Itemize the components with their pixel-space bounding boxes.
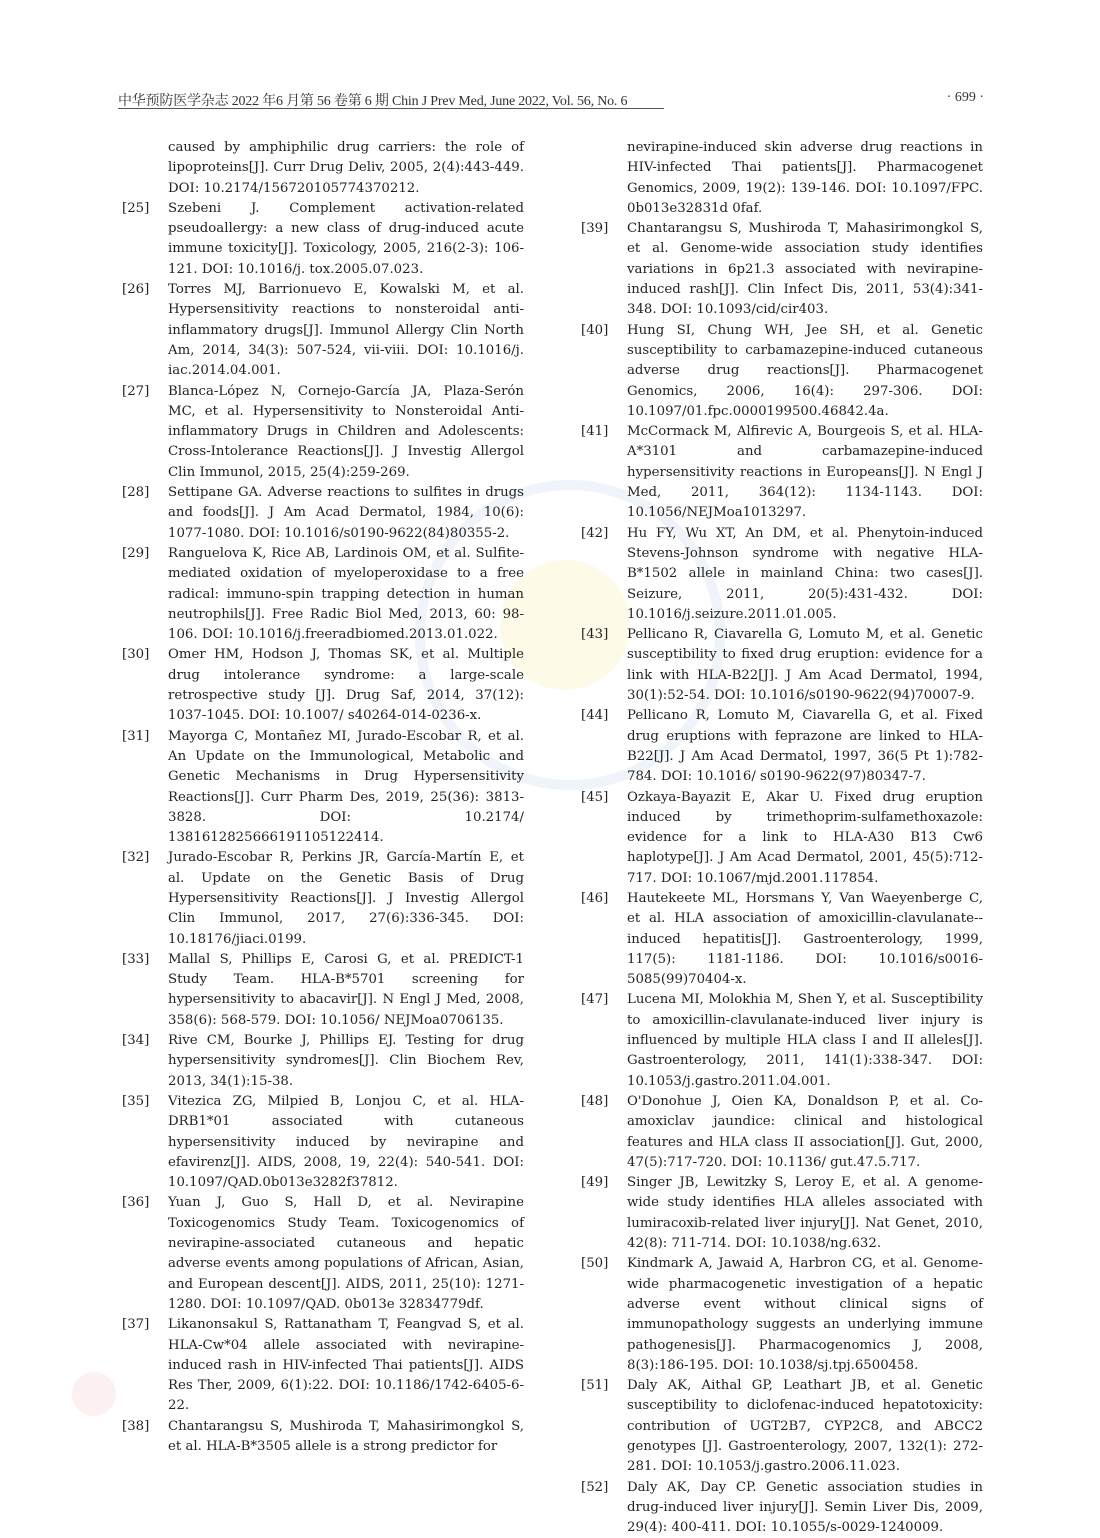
reference-number: [39]	[581, 221, 609, 237]
reference-number: [45]	[581, 789, 609, 805]
reference-item	[581, 1092, 996, 1173]
reference-number: [43]	[581, 627, 609, 643]
page-number: · 699 ·	[946, 90, 984, 105]
reference-text: Hung SI, Chung WH, Jee SH, et al. Genetic susceptibility to carbamazepine-induced cutaneous adverse drug reactions[J]. Pharmacogenet Genomics, 2006, 16(4): 297-306. DOI: 10.1097/01.fpc.0000199500.46842.4a.	[627, 322, 983, 419]
reference-number: [48]	[581, 1093, 609, 1109]
reference-item	[581, 889, 996, 990]
reference-number: [49]	[581, 1175, 609, 1191]
reference-text: Mallal S, Phillips E, Carosi G, et al. PREDICT-1 Study Team. HLA-B*5701 screening for hypersensitivity to abacavir[J]. N Engl J Med, 2008, 358(6): 568-579. DOI: 10.1056/ NEJMoa0706135.	[168, 951, 524, 1028]
reference-text: Ranguelova K, Rice AB, Lardinois OM, et al. Sulfite-mediated oxidation of myeloperoxidase to a free radical: immuno-spin trapping detection in human neutrophils[J]. Free Radic Biol Med, 2013, 60: 98-106. DOI: 10.1016/j.freeradbiomed.2013.01.022.	[168, 545, 524, 643]
reference-number: [51]	[581, 1378, 609, 1394]
reference-item	[581, 219, 996, 320]
reference-item	[581, 1254, 996, 1376]
reference-number: [28]	[122, 485, 150, 501]
reference-text: Ozkaya-Bayazit E, Akar U. Fixed drug eruption induced by trimethoprim-sulfamethoxazole: evidence for a link to HLA-A30 B13 Cw6 haplotype[J]. J Am Acad Dermatol, 2001, 45(5):712-717. DOI: 10.1067/mjd.2001.117854.	[627, 789, 983, 886]
reference-item	[122, 483, 537, 544]
reference-number: [37]	[122, 1317, 150, 1333]
reference-item	[581, 1376, 996, 1477]
reference-item	[122, 382, 537, 483]
reference-text: McCormack M, Alfirevic A, Bourgeois S, et al. HLA-A*3101 and carbamazepine-induced hypersensitivity reactions in Europeans[J]. N Engl J Med, 2011, 364(12): 1134-1143. DOI: 10.1056/NEJMoa1013297.	[627, 424, 983, 521]
reference-text: Daly AK, Day CP. Genetic association studies in drug-induced liver injury[J]. Semin Liver Dis, 2009, 29(4): 400-411. DOI: 10.1055/s-0029-1240009.	[627, 1479, 983, 1536]
reference-number: [30]	[122, 647, 150, 663]
reference-number: [29]	[122, 545, 150, 561]
running-header	[118, 88, 984, 110]
reference-text: Likanonsakul S, Rattanatham T, Feangvad S, et al. HLA-Cw*04 allele associated with nevirapine-induced rash in HIV-infected Thai patients[J]. AIDS Res Ther, 2009, 6(1):22. DOI: 10.1186/1742-6405-6-22.	[168, 1317, 524, 1414]
reference-text: Blanca-López N, Cornejo-García JA, Plaza-Serón MC, et al. Hypersensitivity to Nonsteroidal Anti-inflammatory Drugs in Children and Adolescents: Cross-Intolerance Reactions[J]. J Investig Allergol Clin Immunol, 2015, 25(4):259-269.	[168, 383, 524, 480]
reference-text: Yuan J, Guo S, Hall D, et al. Nevirapine Toxicogenomics Study Team. Toxicogenomics of nevirapine-associated cutaneous and hepatic adverse events among populations of African, Asian, and European descent[J]. AIDS, 2011, 25(10): 1271-1280. DOI: 10.1097/QAD. 0b013e 32834779df.	[168, 1195, 524, 1312]
reference-item	[122, 1193, 537, 1315]
reference-text: Hautekeete ML, Horsmans Y, Van Waeyenberge C, et al. HLA association of amoxicillin-clavulanate--induced hepatitis[J]. Gastroenterology, 1999, 117(5): 1181-1186. DOI: 10.1016/s0016-5085(99)70404-x.	[627, 890, 983, 988]
reference-text: nevirapine-induced skin adverse drug reactions in HIV-infected Thai patients[J]. Pharmacogenet Genomics, 2009, 19(2): 139-146. DOI: 10.1097/FPC. 0b013e32831d 0faf.	[627, 140, 983, 216]
reference-text: Daly AK, Aithal GP, Leathart JB, et al. Genetic susceptibility to diclofenac-induced hepatotoxicity: contribution of UGT2B7, CYP2C8, and ABCC2 genotypes [J]. Gastroenterology, 2007, 132(1): 272-281. DOI: 10.1053/j.gastro.2006.11.023.	[627, 1378, 983, 1475]
reference-number: [34]	[122, 1033, 150, 1049]
reference-item	[122, 1417, 537, 1458]
reference-text: Pellicano R, Ciavarella G, Lomuto M, et al. Genetic susceptibility to fixed drug eruption: evidence for a link with HLA-B22[J]. J Am Acad Dermatol, 1994, 30(1):52-54. DOI: 10.1016/s0190-9622(94)70007-9.	[627, 627, 983, 704]
reference-item	[581, 1478, 996, 1538]
references-left-column	[122, 138, 537, 1457]
reference-number: [33]	[122, 951, 150, 967]
reference-item	[122, 138, 537, 199]
reference-text: Singer JB, Lewitzky S, Leroy E, et al. A genome-wide study identifies HLA alleles associated with lumiracoxib-related liver injury[J]. Nat Genet, 2010, 42(8): 711-714. DOI: 10.1038/ng.632.	[627, 1175, 983, 1252]
publisher-logo	[72, 1372, 116, 1416]
reference-number: [31]	[122, 728, 150, 744]
reference-number: [44]	[581, 708, 609, 724]
reference-item	[122, 848, 537, 949]
reference-item	[581, 524, 996, 625]
reference-item	[122, 950, 537, 1031]
reference-item	[122, 645, 537, 726]
reference-item	[581, 321, 996, 422]
reference-number: [35]	[122, 1093, 150, 1109]
reference-item	[581, 138, 996, 219]
reference-number: [50]	[581, 1256, 609, 1272]
reference-item	[581, 1173, 996, 1254]
reference-number: [46]	[581, 890, 609, 906]
reference-text: Lucena MI, Molokhia M, Shen Y, et al. Susceptibility to amoxicillin-clavulanate-induced liver injury is influenced by multiple HLA class I and II alleles[J]. Gastroenterology, 2011, 141(1):338-347. DOI: 10.1053/j.gastro.2011.04.001.	[627, 992, 983, 1089]
reference-item	[122, 199, 537, 280]
reference-text: Rive CM, Bourke J, Phillips EJ. Testing for drug hypersensitivity syndromes[J]. Clin Biochem Rev, 2013, 34(1):15-38.	[168, 1033, 524, 1089]
reference-number: [40]	[581, 322, 609, 338]
reference-text: Hu FY, Wu XT, An DM, et al. Phenytoin-induced Stevens-Johnson syndrome with negative HLA-B*1502 allele in mainland China: two cases[J]. Seizure, 2011, 20(5):431-432. DOI: 10.1016/j.seizure.2011.01.005.	[627, 525, 983, 622]
reference-number: [32]	[122, 850, 150, 866]
reference-text: Vitezica ZG, Milpied B, Lonjou C, et al. HLA-DRB1*01 associated with cutaneous hypersensitivity induced by nevirapine and efavirenz[J]. AIDS, 2008, 19, 22(4): 540-541. DOI: 10.1097/QAD.0b013e3282f37812.	[168, 1093, 524, 1191]
reference-number: [47]	[581, 992, 609, 1008]
reference-number: [52]	[581, 1479, 609, 1495]
reference-item	[581, 788, 996, 889]
reference-item	[581, 990, 996, 1091]
reference-text: Pellicano R, Lomuto M, Ciavarella G, et al. Fixed drug eruptions with feprazone are linked to HLA-B22[J]. J Am Acad Dermatol, 1997, 36(5 Pt 1):782-784. DOI: 10.1016/ s0190-9622(97)80347-7.	[627, 708, 983, 785]
reference-text: Torres MJ, Barrionuevo E, Kowalski M, et al. Hypersensitivity reactions to nonsteroidal anti-inflammatory drugs[J]. Immunol Allergy Clin North Am, 2014, 34(3): 507-524, vii-viii. DOI: 10.1016/j. iac.2014.04.001.	[168, 282, 524, 379]
reference-number: [36]	[122, 1195, 150, 1211]
reference-text: Chantarangsu S, Mushiroda T, Mahasirimongkol S, et al. Genome-wide association study identifies variations in 6p21.3 associated with nevirapine-induced rash[J]. Clin Infect Dis, 2011, 53(4):341-348. DOI: 10.1093/cid/cir403.	[627, 221, 983, 318]
references-right-column	[581, 138, 996, 1538]
reference-item	[122, 1315, 537, 1416]
reference-text: Kindmark A, Jawaid A, Harbron CG, et al. Genome-wide pharmacogenetic investigation of a hepatic adverse event without clinical signs of immunopathology suggests an underlying immune pathogenesis[J]. Pharmacogenomics J, 2008, 8(3):186-195. DOI: 10.1038/sj.tpj.6500458.	[627, 1256, 983, 1373]
reference-number: [25]	[122, 200, 150, 216]
reference-item	[581, 706, 996, 787]
reference-item	[122, 544, 537, 645]
reference-number: [42]	[581, 525, 609, 541]
reference-text: Omer HM, Hodson J, Thomas SK, et al. Multiple drug intolerance syndrome: a large-scale retrospective study [J]. Drug Saf, 2014, 37(12): 1037-1045. DOI: 10.1007/ s40264-014-0236-x.	[168, 647, 524, 724]
reference-text: Jurado-Escobar R, Perkins JR, García-Martín E, et al. Update on the Genetic Basis of Drug Hypersensitivity Reactions[J]. J Investig Allergol Clin Immunol, 2017, 27(6):336-345. DOI: 10.18176/jiaci.0199.	[168, 850, 524, 947]
reference-text: Mayorga C, Montañez MI, Jurado-Escobar R, et al. An Update on the Immunological, Metabolic and Genetic Mechanisms in Drug Hypersensitivity Reactions[J]. Curr Pharm Des, 2019, 25(36): 3813-3828. DOI: 10.2174/ 1381612825666191105122414.	[168, 728, 524, 846]
reference-text: Chantarangsu S, Mushiroda T, Mahasirimongkol S, et al. HLA-B*3505 allele is a strong predictor for	[168, 1418, 524, 1454]
reference-number: [38]	[122, 1418, 150, 1434]
reference-item	[122, 727, 537, 849]
reference-text: Szebeni J. Complement activation-related pseudoallergy: a new class of drug-induced acute immune toxicity[J]. Toxicology, 2005, 216(2-3): 106-121. DOI: 10.1016/j. tox.2005.07.023.	[168, 200, 524, 277]
reference-text: caused by amphiphilic drug carriers: the role of lipoproteins[J]. Curr Drug Deliv, 2005, 2(4):443-449. DOI: 10.2174/156720105774370212.	[168, 140, 524, 196]
reference-item	[122, 280, 537, 381]
reference-item	[581, 625, 996, 706]
reference-number: [41]	[581, 424, 609, 440]
header-rule	[118, 108, 664, 109]
reference-number: [27]	[122, 383, 150, 399]
reference-item	[122, 1092, 537, 1193]
reference-number: [26]	[122, 282, 150, 298]
reference-item	[122, 1031, 537, 1092]
journal-citation: 中华预防医学杂志 2022 年6 月第 56 卷第 6 期 Chin J Prev Med, June 2022, Vol. 56, No. 6	[118, 94, 628, 109]
reference-item	[581, 422, 996, 523]
reference-text: Settipane GA. Adverse reactions to sulfites in drugs and foods[J]. J Am Acad Dermatol, 1984, 10(6): 1077-1080. DOI: 10.1016/s0190-9622(84)80355-2.	[168, 485, 524, 541]
reference-text: O'Donohue J, Oien KA, Donaldson P, et al. Co-amoxiclav jaundice: clinical and histological features and HLA class II association[J]. Gut, 2000, 47(5):717-720. DOI: 10.1136/ gut.47.5.717.	[627, 1093, 983, 1170]
